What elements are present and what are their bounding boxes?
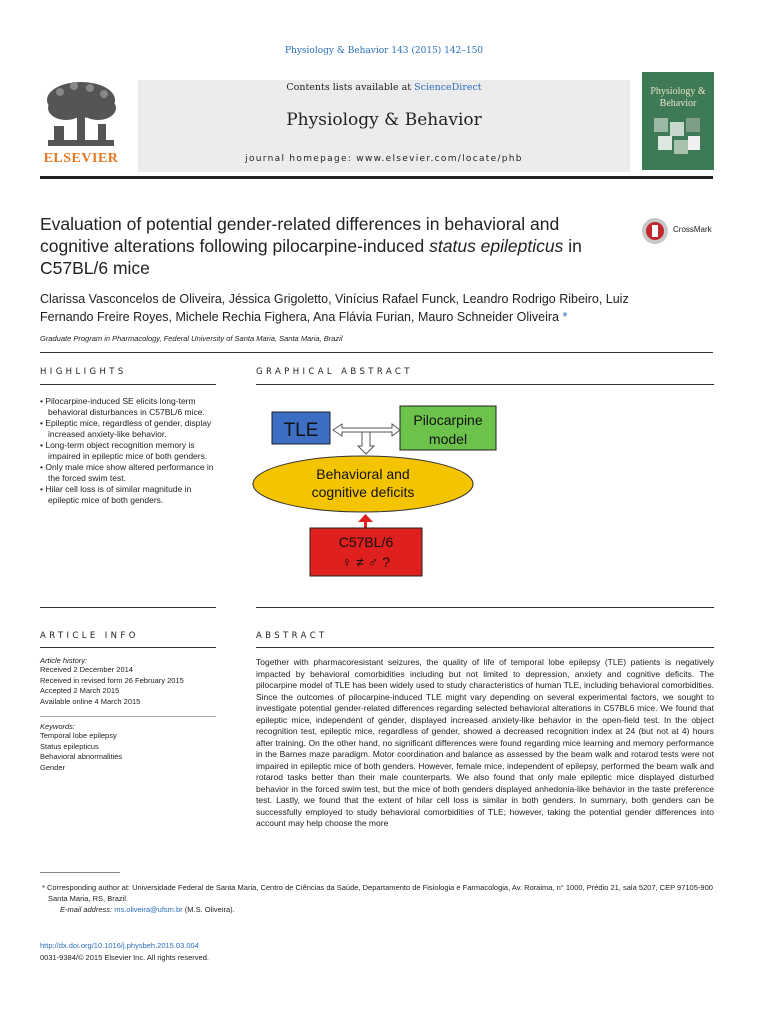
list-item: • Long-term object recognition memory is impaired in epileptic mice of both genders. (40, 440, 208, 461)
history-item: Received in revised form 26 February 2015 (40, 675, 184, 685)
journal-cover (642, 72, 714, 170)
strain-label-2: ♀ ≠ ♂ ? (341, 554, 391, 570)
crossmark-label: CrossMark (673, 225, 712, 234)
history-label: Article history: (40, 656, 88, 665)
journal-citation[interactable]: Physiology & Behavior 143 (2015) 142–150 (284, 46, 484, 56)
contents-available (138, 82, 630, 93)
keyword-item: Temporal lobe epilepsy (40, 731, 117, 740)
highlight-text: Hilar cell loss is of similar magnitude in epileptic mice of both genders. (45, 484, 192, 505)
doi-link[interactable]: http://dx.doi.org/10.1016/j.physbeh.2015.03.004 (40, 941, 199, 950)
footnote-text: Corresponding author at: Universidade Federal de Santa Maria, Centro de Ciências da Saúde, Departamento de Fisiologia e Farmacologia, Av. Roraima, n° 1000, Prédio 21, sala 5207, CEP 97105-900 Santa Maria, RS, Brazil. (47, 883, 713, 903)
deficits-label-2: cognitive deficits (311, 484, 415, 500)
pilocarpine-label-2: model (428, 431, 468, 447)
corresponding-footnote (40, 882, 715, 915)
graphical-abstract-heading: GRAPHICAL ABSTRACT (256, 367, 413, 377)
highlight-text: Only male mice show altered performance in the forced swim test. (45, 462, 214, 483)
title-part2: in C57BL/6 mice (40, 236, 582, 278)
keyword-item: Behavioral abnormalities (40, 752, 123, 761)
title-italic: status epilepticus (429, 236, 564, 256)
graphical-abstract-rule (256, 384, 714, 385)
abstract-text: Together with pharmacoresistant seizures, the quality of life of temporal lobe epilepsy (TLE) patients is negatively impacted by behavioral comorbidities including but not limited to depression, anxiety and cognitive deficits. The pilocarpine model of TLE has been widely used to study characteristics of human TLE, including behavioral comorbidities. Since the outcomes of pilocarpine-induced TLE might vary depending on several experimental factors, we sought to investigate potential gender-related differences regarding selected behavioral alterations in C57BL6 mice. We found that epileptic mice, independent of gender, displayed increased anxiety-like behavior in the open-field test. In the object recognition test, epileptic mice, regardless of gender, showed a decreased recognition index at 24 (but not at 4) hours after training. On the other hand, no significant differences were found regarding mice learning and memory performance in the Barnes maze paradigm. Motor coordination and balance as assessed by the beam walk and rotarod tests were not impaired in epileptic mice of both genders. However, female mice, independent of epilepsy, performed the beam walk and rotarod tasks better than their male counterparts. We also found that only male epileptic mice displayed disturbed behavior in the forced swim test, but the mice of both genders displayed anhedonia-like behavior in the taste preference test. Lastly, we found that the extent of hilar cell loss is similar in both genders. In summary, both genders can be successfully employed to study behavioral comorbidities of TLE; however, taking the potential gender differences into account may help choose the more (256, 657, 714, 828)
corresponding-author-mark[interactable]: * (562, 310, 568, 324)
keywords-rule (40, 716, 216, 717)
highlight-text: Epileptic mice, regardless of gender, display increased anxiety-like behavior. (45, 418, 212, 439)
list-item: • Hilar cell loss is of similar magnitude in epileptic mice of both genders. (40, 484, 192, 505)
graphical-abstract-bottom-rule (256, 607, 714, 608)
list-item: • Pilocarpine-induced SE elicits long-term behavioral disturbances in C57BL/6 mice. (40, 396, 205, 417)
cover-title: Physiology & Behavior (650, 86, 706, 109)
deficits-label-1: Behavioral and (316, 466, 410, 482)
footnote-email (40, 904, 715, 915)
abstract-rule (256, 647, 714, 648)
title-part1: Evaluation of potential gender-related differences in behavioral and cognitive alterations following pilocarpine-induced (40, 214, 560, 256)
journal-title: Physiology & Behavior (286, 110, 482, 130)
list-item: • Epileptic mice, regardless of gender, display increased anxiety-like behavior. (40, 418, 212, 439)
history-item: Received 2 December 2014 (40, 665, 133, 674)
publisher-wordmark: ELSEVIER (43, 151, 119, 166)
strain-label-1: C57BL/6 (338, 534, 394, 550)
contents-prefix: Contents lists available at (286, 82, 415, 93)
copyright: 0031-9384/© 2015 Elsevier Inc. All rights reserved. (40, 952, 209, 962)
article-info-heading: ARTICLE INFO (40, 631, 139, 641)
keyword-item: Gender (40, 762, 66, 772)
footnote-rule (40, 872, 120, 873)
email-label: E-mail address: (60, 905, 113, 914)
divider-top (40, 352, 713, 353)
highlights-bottom-rule (40, 607, 216, 608)
history-item: Available online 4 March 2015 (40, 696, 141, 706)
highlights-list (40, 396, 216, 506)
tle-label: TLE (283, 420, 319, 441)
author-list (40, 290, 660, 326)
history-item: Accepted 2 March 2015 (40, 686, 120, 695)
article-title (40, 213, 600, 279)
graphical-abstract (250, 400, 520, 586)
article-history (40, 656, 216, 707)
double-arrow (333, 424, 400, 454)
footnote-address: * Corresponding author at: Universidade Federal de Santa Maria, Centro de Ciências da Saúde, Departamento de Fisiologia e Farmacologia, Av. Roraima, n° 1000, Prédio 21, sala 5207, CEP 97105-900 Santa Maria, RS, Brazil. (42, 883, 713, 903)
abstract-heading: ABSTRACT (256, 631, 328, 641)
keywords-block (40, 722, 216, 773)
journal-homepage[interactable]: journal homepage: www.elsevier.com/locate/phb (245, 154, 523, 164)
keywords-label: Keywords: (40, 722, 76, 731)
pilocarpine-label-1: Pilocarpine (413, 412, 483, 428)
highlights-rule (40, 384, 216, 385)
affiliation: Graduate Program in Pharmacology, Federal University of Santa Maria, Santa Maria, Brazil (40, 334, 343, 343)
crossmark-badge[interactable] (641, 216, 721, 250)
list-item: • Only male mice show altered performance in the forced swim test. (40, 462, 214, 483)
highlight-text: Long-term object recognition memory is impaired in epileptic mice of both genders. (45, 440, 208, 461)
authors-text: Clarissa Vasconcelos de Oliveira, Jéssica Grigoletto, Vinícius Rafael Funck, Leandro Rodrigo Ribeiro, Luiz Fernando Freire Royes, Michele Rechia Fighera, Ana Flávia Furian, Mauro Schneider Oliveira (40, 292, 629, 324)
doi-block (40, 940, 209, 963)
header-rule (40, 176, 713, 179)
article-info-rule (40, 647, 216, 648)
sciencedirect-link[interactable]: ScienceDirect (414, 82, 482, 93)
highlight-text: Pilocarpine-induced SE elicits long-term behavioral disturbances in C57BL/6 mice. (45, 396, 205, 417)
cover-artwork (654, 118, 702, 158)
email-link[interactable]: ms.oliveira@ufsm.br (114, 905, 183, 914)
keyword-item: Status epilepticus (40, 741, 99, 751)
highlights-heading: HIGHLIGHTS (40, 367, 127, 377)
email-suffix: (M.S. Oliveira). (184, 905, 235, 914)
